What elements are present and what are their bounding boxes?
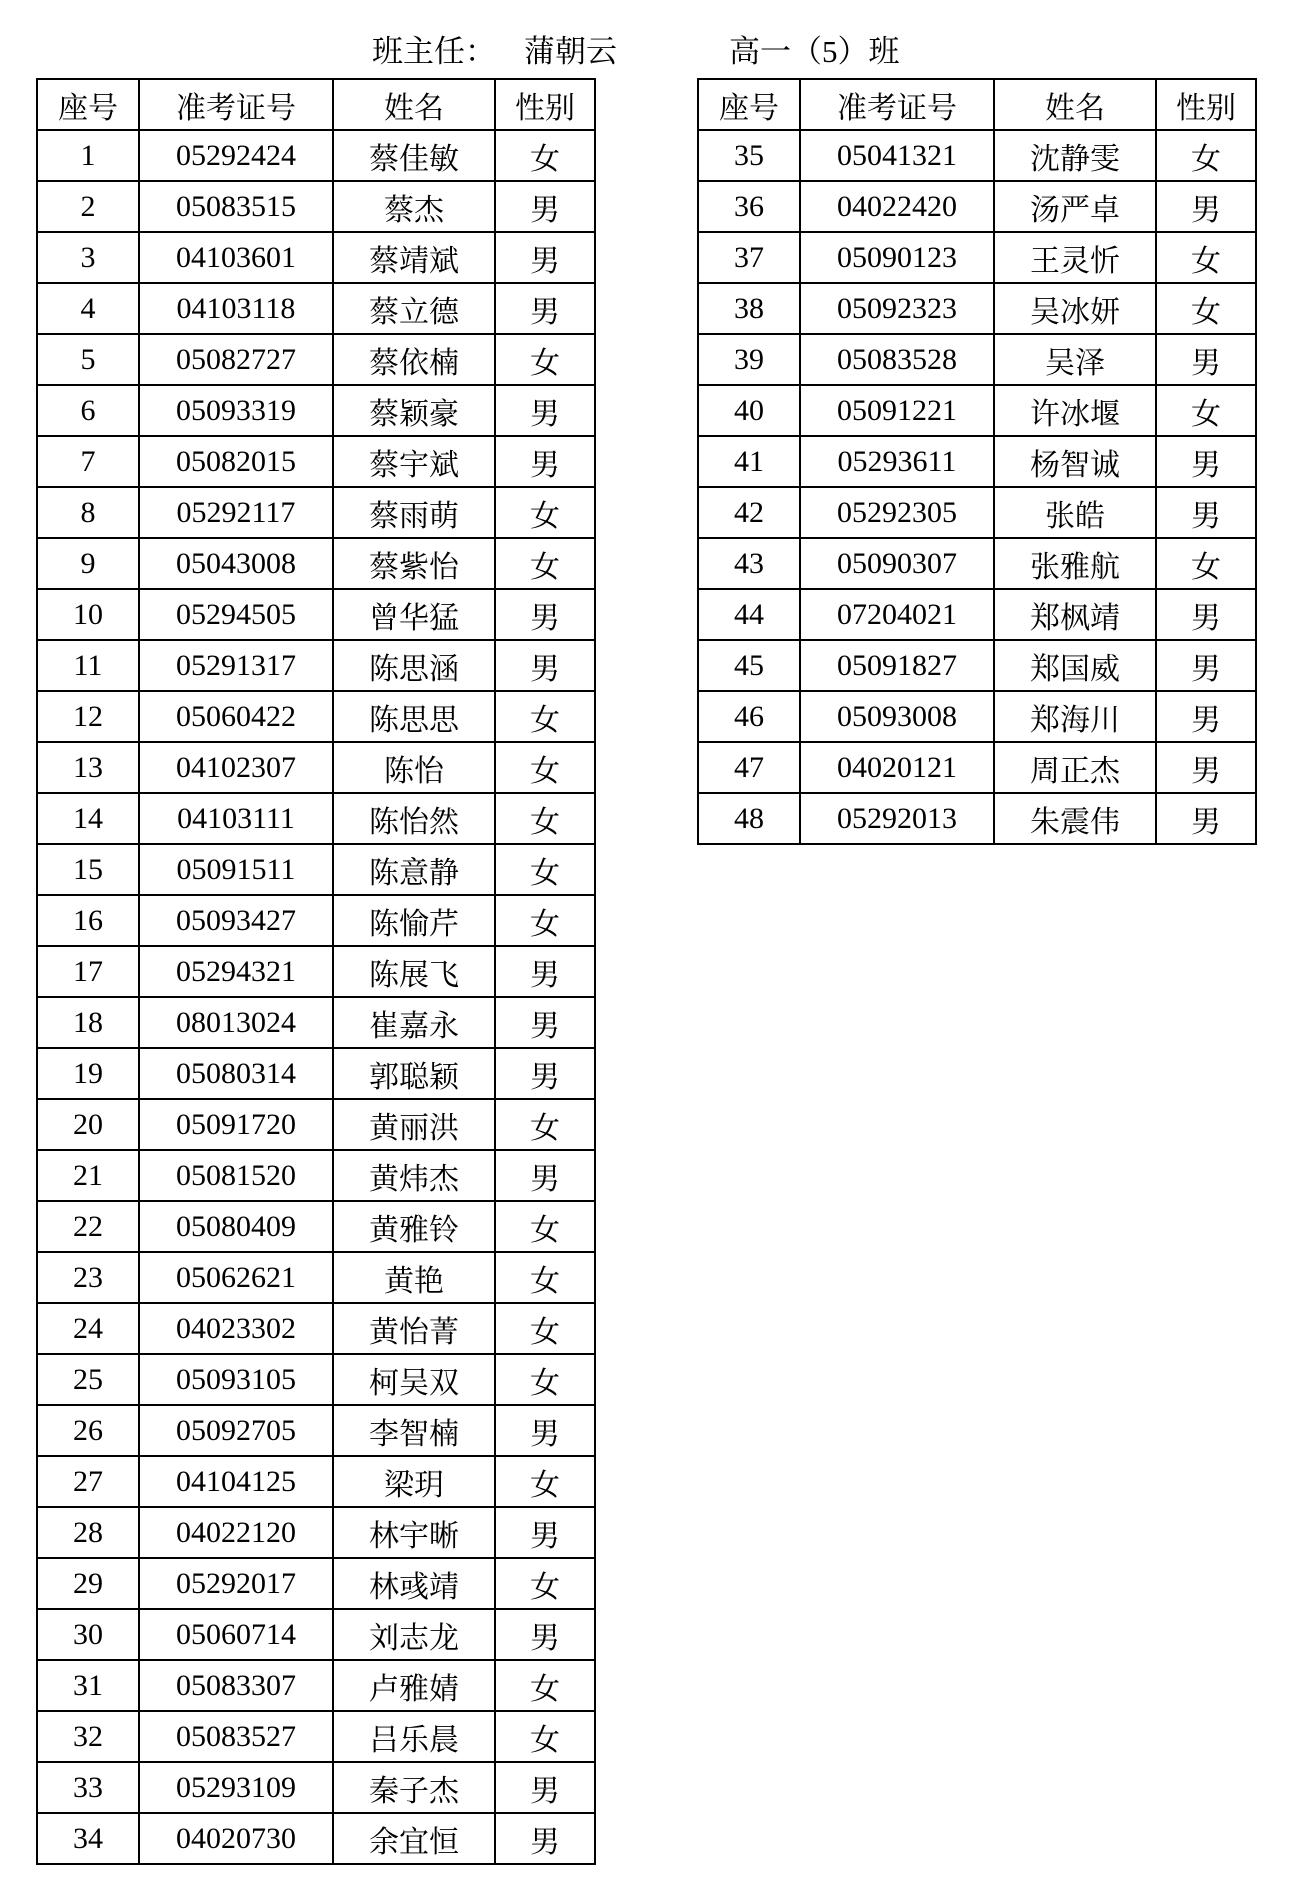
cell-gender: 女: [495, 1354, 595, 1405]
cell-gender: 女: [495, 1660, 595, 1711]
cell-exam-id: 05093008: [800, 691, 994, 742]
cell-exam-id: 04103601: [139, 232, 333, 283]
table-row: [698, 385, 1256, 436]
cell-gender: 女: [495, 1099, 595, 1150]
cell-exam-id: 05092323: [800, 283, 994, 334]
cell-exam-id: 04103111: [139, 793, 333, 844]
cell-seat: 16: [37, 895, 139, 946]
cell-seat: 23: [37, 1252, 139, 1303]
cell-exam-id: 04102307: [139, 742, 333, 793]
cell-name: 蔡雨萌: [333, 487, 495, 538]
cell-exam-id: 05093427: [139, 895, 333, 946]
table-row: [698, 691, 1256, 742]
cell-name: 蔡佳敏: [333, 130, 495, 181]
cell-exam-id: 05292424: [139, 130, 333, 181]
cell-name: 蔡依楠: [333, 334, 495, 385]
cell-gender: 男: [495, 589, 595, 640]
cell-gender: 男: [495, 997, 595, 1048]
cell-exam-id: 05091511: [139, 844, 333, 895]
cell-seat: 13: [37, 742, 139, 793]
cell-exam-id: 05093319: [139, 385, 333, 436]
cell-gender: 男: [495, 385, 595, 436]
cell-gender: 男: [1156, 487, 1256, 538]
cell-exam-id: 05081520: [139, 1150, 333, 1201]
cell-seat: 11: [37, 640, 139, 691]
cell-gender: 女: [495, 487, 595, 538]
cell-seat: 46: [698, 691, 800, 742]
cell-seat: 34: [37, 1813, 139, 1864]
cell-name: 林宇晰: [333, 1507, 495, 1558]
cell-seat: 12: [37, 691, 139, 742]
cell-exam-id: 05093105: [139, 1354, 333, 1405]
table-row: [37, 1558, 595, 1609]
roster-body-left: [37, 130, 595, 1864]
cell-exam-id: 05080409: [139, 1201, 333, 1252]
table-row: [37, 1099, 595, 1150]
table-row: [37, 1762, 595, 1813]
cell-exam-id: 05083527: [139, 1711, 333, 1762]
cell-gender: 男: [495, 1048, 595, 1099]
cell-gender: 男: [495, 1813, 595, 1864]
cell-seat: 38: [698, 283, 800, 334]
cell-name: 曾华猛: [333, 589, 495, 640]
cell-exam-id: 04023302: [139, 1303, 333, 1354]
cell-gender: 女: [495, 895, 595, 946]
cell-exam-id: 05080314: [139, 1048, 333, 1099]
cell-name: 蔡靖斌: [333, 232, 495, 283]
table-header-row: [698, 79, 1256, 130]
cell-seat: 43: [698, 538, 800, 589]
cell-name: 陈愉芹: [333, 895, 495, 946]
cell-exam-id: 05292017: [139, 1558, 333, 1609]
column-header-gender: 性别: [1156, 79, 1256, 130]
cell-seat: 44: [698, 589, 800, 640]
column-header-seat: 座号: [37, 79, 139, 130]
table-row: [37, 691, 595, 742]
cell-name: 沈静雯: [994, 130, 1156, 181]
cell-gender: 女: [495, 691, 595, 742]
cell-name: 陈思涵: [333, 640, 495, 691]
cell-name: 郭聪颖: [333, 1048, 495, 1099]
column-header-gender: 性别: [495, 79, 595, 130]
cell-seat: 18: [37, 997, 139, 1048]
cell-seat: 25: [37, 1354, 139, 1405]
cell-gender: 女: [495, 1303, 595, 1354]
class-name: 高一（5）班: [729, 34, 900, 69]
table-row: [37, 1711, 595, 1762]
cell-name: 周正杰: [994, 742, 1156, 793]
table-row: [37, 538, 595, 589]
roster-table-right: [697, 78, 1257, 845]
cell-gender: 女: [495, 538, 595, 589]
cell-gender: 女: [495, 1456, 595, 1507]
cell-name: 蔡宇斌: [333, 436, 495, 487]
column-header-exam-id: 准考证号: [800, 79, 994, 130]
cell-name: 郑国威: [994, 640, 1156, 691]
table-row: [37, 1507, 595, 1558]
cell-exam-id: 05060422: [139, 691, 333, 742]
cell-gender: 男: [495, 232, 595, 283]
cell-exam-id: 08013024: [139, 997, 333, 1048]
cell-exam-id: 05090307: [800, 538, 994, 589]
cell-exam-id: 04104125: [139, 1456, 333, 1507]
cell-name: 黄艳: [333, 1252, 495, 1303]
cell-exam-id: 07204021: [800, 589, 994, 640]
cell-seat: 19: [37, 1048, 139, 1099]
table-row: [37, 793, 595, 844]
table-row: [698, 130, 1256, 181]
cell-gender: 女: [1156, 130, 1256, 181]
cell-gender: 男: [495, 1150, 595, 1201]
cell-seat: 2: [37, 181, 139, 232]
table-row: [37, 436, 595, 487]
table-row: [37, 1048, 595, 1099]
cell-gender: 男: [495, 1507, 595, 1558]
table-row: [37, 232, 595, 283]
table-row: [698, 640, 1256, 691]
cell-name: 刘志龙: [333, 1609, 495, 1660]
cell-exam-id: 05083528: [800, 334, 994, 385]
cell-exam-id: 04020121: [800, 742, 994, 793]
cell-name: 郑枫靖: [994, 589, 1156, 640]
cell-name: 朱震伟: [994, 793, 1156, 844]
cell-seat: 20: [37, 1099, 139, 1150]
cell-exam-id: 05060714: [139, 1609, 333, 1660]
table-header-row: [37, 79, 595, 130]
cell-gender: 男: [1156, 793, 1256, 844]
cell-seat: 4: [37, 283, 139, 334]
cell-name: 李智楠: [333, 1405, 495, 1456]
cell-seat: 28: [37, 1507, 139, 1558]
cell-seat: 39: [698, 334, 800, 385]
cell-exam-id: 05082727: [139, 334, 333, 385]
cell-seat: 27: [37, 1456, 139, 1507]
cell-name: 王灵忻: [994, 232, 1156, 283]
cell-seat: 21: [37, 1150, 139, 1201]
cell-gender: 男: [1156, 589, 1256, 640]
cell-gender: 女: [495, 742, 595, 793]
table-row: [37, 487, 595, 538]
cell-gender: 男: [495, 181, 595, 232]
roster-table-left: [36, 78, 596, 1865]
cell-gender: 女: [1156, 283, 1256, 334]
cell-seat: 8: [37, 487, 139, 538]
table-row: [37, 1252, 595, 1303]
table-row: [698, 793, 1256, 844]
cell-seat: 7: [37, 436, 139, 487]
column-header-name: 姓名: [333, 79, 495, 130]
cell-name: 黄炜杰: [333, 1150, 495, 1201]
cell-name: 吴冰妍: [994, 283, 1156, 334]
table-row: [698, 487, 1256, 538]
cell-exam-id: 04022120: [139, 1507, 333, 1558]
cell-seat: 35: [698, 130, 800, 181]
cell-name: 汤严卓: [994, 181, 1156, 232]
cell-exam-id: 05291317: [139, 640, 333, 691]
cell-exam-id: 05062621: [139, 1252, 333, 1303]
cell-exam-id: 05091221: [800, 385, 994, 436]
cell-name: 张雅航: [994, 538, 1156, 589]
cell-gender: 男: [1156, 640, 1256, 691]
cell-seat: 9: [37, 538, 139, 589]
cell-exam-id: 04022420: [800, 181, 994, 232]
cell-exam-id: 05292013: [800, 793, 994, 844]
cell-gender: 男: [1156, 691, 1256, 742]
cell-seat: 40: [698, 385, 800, 436]
table-row: [37, 1303, 595, 1354]
table-row: [37, 1354, 595, 1405]
cell-seat: 29: [37, 1558, 139, 1609]
table-row: [698, 589, 1256, 640]
cell-seat: 24: [37, 1303, 139, 1354]
cell-name: 崔嘉永: [333, 997, 495, 1048]
cell-name: 余宜恒: [333, 1813, 495, 1864]
cell-name: 郑海川: [994, 691, 1156, 742]
cell-name: 杨智诚: [994, 436, 1156, 487]
cell-name: 蔡杰: [333, 181, 495, 232]
cell-gender: 男: [1156, 436, 1256, 487]
cell-name: 陈怡: [333, 742, 495, 793]
cell-exam-id: 04020730: [139, 1813, 333, 1864]
cell-gender: 男: [495, 640, 595, 691]
table-row: [698, 334, 1256, 385]
cell-seat: 3: [37, 232, 139, 283]
cell-seat: 17: [37, 946, 139, 997]
table-row: [37, 385, 595, 436]
cell-gender: 女: [1156, 232, 1256, 283]
cell-exam-id: 05082015: [139, 436, 333, 487]
table-row: [698, 181, 1256, 232]
cell-name: 黄雅铃: [333, 1201, 495, 1252]
table-row: [698, 436, 1256, 487]
cell-exam-id: 05292117: [139, 487, 333, 538]
cell-seat: 22: [37, 1201, 139, 1252]
cell-gender: 男: [495, 1762, 595, 1813]
cell-gender: 男: [1156, 181, 1256, 232]
cell-name: 卢雅婧: [333, 1660, 495, 1711]
cell-seat: 41: [698, 436, 800, 487]
cell-seat: 30: [37, 1609, 139, 1660]
cell-name: 陈思思: [333, 691, 495, 742]
cell-exam-id: 05090123: [800, 232, 994, 283]
table-row: [37, 640, 595, 691]
cell-seat: 32: [37, 1711, 139, 1762]
cell-gender: 男: [1156, 742, 1256, 793]
table-row: [37, 742, 595, 793]
cell-seat: 10: [37, 589, 139, 640]
cell-seat: 15: [37, 844, 139, 895]
cell-seat: 47: [698, 742, 800, 793]
cell-gender: 男: [495, 283, 595, 334]
table-row: [37, 1150, 595, 1201]
cell-exam-id: 05292305: [800, 487, 994, 538]
cell-name: 林彧靖: [333, 1558, 495, 1609]
table-row: [37, 1405, 595, 1456]
page-header: [0, 32, 1300, 72]
cell-gender: 女: [495, 130, 595, 181]
table-row: [37, 844, 595, 895]
table-row: [37, 1456, 595, 1507]
cell-exam-id: 04103118: [139, 283, 333, 334]
table-row: [37, 181, 595, 232]
cell-gender: 女: [1156, 385, 1256, 436]
cell-name: 蔡紫怡: [333, 538, 495, 589]
cell-exam-id: 05092705: [139, 1405, 333, 1456]
cell-gender: 女: [495, 1558, 595, 1609]
cell-name: 张皓: [994, 487, 1156, 538]
cell-gender: 女: [495, 1252, 595, 1303]
cell-gender: 女: [495, 334, 595, 385]
cell-seat: 14: [37, 793, 139, 844]
cell-seat: 33: [37, 1762, 139, 1813]
teacher-name: 蒲朝云: [524, 34, 617, 69]
cell-gender: 男: [495, 436, 595, 487]
cell-gender: 男: [495, 1405, 595, 1456]
cell-seat: 5: [37, 334, 139, 385]
table-row: [37, 1660, 595, 1711]
table-row: [698, 232, 1256, 283]
cell-name: 许冰堰: [994, 385, 1156, 436]
cell-gender: 女: [495, 1711, 595, 1762]
table-row: [37, 946, 595, 997]
cell-seat: 36: [698, 181, 800, 232]
cell-seat: 31: [37, 1660, 139, 1711]
cell-gender: 女: [495, 793, 595, 844]
table-row: [37, 334, 595, 385]
table-row: [37, 283, 595, 334]
table-row: [37, 589, 595, 640]
cell-seat: 37: [698, 232, 800, 283]
cell-exam-id: 05091720: [139, 1099, 333, 1150]
table-row: [37, 1609, 595, 1660]
cell-gender: 女: [495, 844, 595, 895]
cell-name: 柯吴双: [333, 1354, 495, 1405]
roster-body-right: [698, 130, 1256, 844]
cell-name: 陈怡然: [333, 793, 495, 844]
cell-name: 蔡立德: [333, 283, 495, 334]
cell-name: 梁玥: [333, 1456, 495, 1507]
cell-name: 吕乐晨: [333, 1711, 495, 1762]
cell-exam-id: 05294505: [139, 589, 333, 640]
cell-exam-id: 05043008: [139, 538, 333, 589]
cell-gender: 男: [495, 946, 595, 997]
cell-name: 黄怡菁: [333, 1303, 495, 1354]
column-header-exam-id: 准考证号: [139, 79, 333, 130]
cell-exam-id: 05041321: [800, 130, 994, 181]
column-header-seat: 座号: [698, 79, 800, 130]
cell-gender: 男: [1156, 334, 1256, 385]
teacher-label: 班主任：: [372, 34, 496, 69]
cell-exam-id: 05294321: [139, 946, 333, 997]
cell-exam-id: 05293611: [800, 436, 994, 487]
table-row: [37, 997, 595, 1048]
cell-name: 吴泽: [994, 334, 1156, 385]
cell-name: 陈意静: [333, 844, 495, 895]
table-row: [37, 1201, 595, 1252]
table-row: [37, 1813, 595, 1864]
table-row: [37, 130, 595, 181]
table-row: [698, 283, 1256, 334]
cell-seat: 45: [698, 640, 800, 691]
cell-name: 陈展飞: [333, 946, 495, 997]
table-row: [698, 538, 1256, 589]
cell-gender: 女: [1156, 538, 1256, 589]
cell-seat: 1: [37, 130, 139, 181]
cell-name: 秦子杰: [333, 1762, 495, 1813]
cell-name: 蔡颖豪: [333, 385, 495, 436]
column-header-name: 姓名: [994, 79, 1156, 130]
cell-gender: 男: [495, 1609, 595, 1660]
table-row: [698, 742, 1256, 793]
cell-exam-id: 05091827: [800, 640, 994, 691]
cell-exam-id: 05083307: [139, 1660, 333, 1711]
cell-seat: 48: [698, 793, 800, 844]
cell-seat: 42: [698, 487, 800, 538]
cell-name: 黄丽洪: [333, 1099, 495, 1150]
cell-exam-id: 05083515: [139, 181, 333, 232]
cell-exam-id: 05293109: [139, 1762, 333, 1813]
cell-seat: 6: [37, 385, 139, 436]
table-row: [37, 895, 595, 946]
cell-gender: 女: [495, 1201, 595, 1252]
cell-seat: 26: [37, 1405, 139, 1456]
